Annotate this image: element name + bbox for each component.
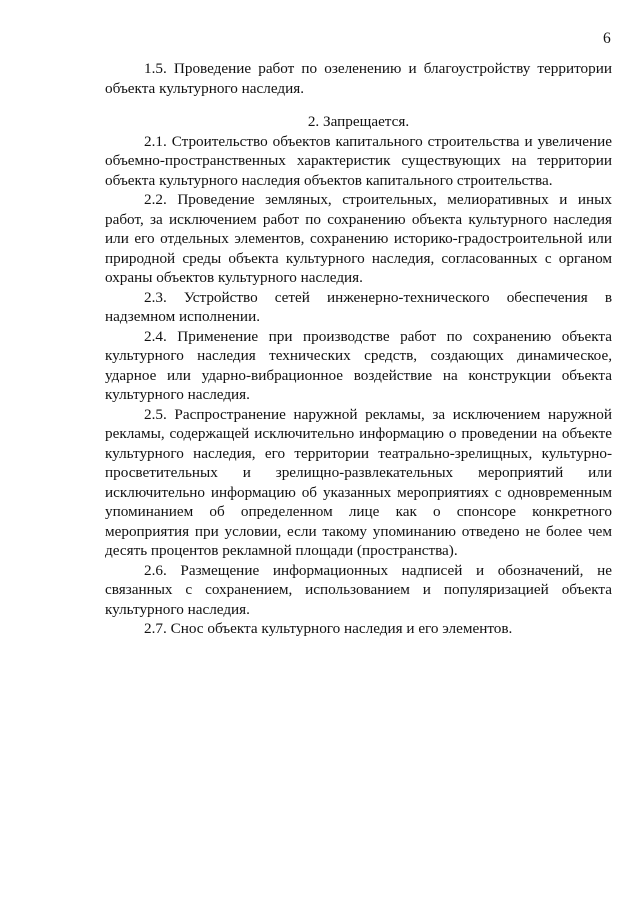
clause-2-7: 2.7. Снос объекта культурного наследия и его элементов.	[144, 620, 513, 637]
page-number: 6	[603, 30, 611, 47]
document-body	[105, 59, 612, 639]
section-heading-2: 2. Запрещается.	[307, 113, 410, 130]
clause-2-1: 2.1. Строительство объектов капитального строительства и увеличение объемно-пространственных характеристик существующих на территории объекта культурного наследия объектов капитального строительства.	[105, 132, 612, 189]
clause-1-5: 1.5. Проведение работ по озеленению и благоустройству территории объекта культурного наследия.	[105, 60, 612, 97]
clause-2-2: 2.2. Проведение земляных, строительных, мелиоративных и иных работ, за исключением работ по сохранению объекта культурного наследия или его отдельных элементов, сохранению историко-градостроительной или природной среды объекта культурного наследия, согласованных с органом охраны объектов культурного наследия.	[105, 191, 612, 286]
clause-2-4: 2.4. Применение при производстве работ по сохранению объекта культурного наследия технических средств, создающих динамическое, ударное или ударно-вибрационное воздействие на конструкции объекта культурного наследия.	[105, 327, 612, 403]
clause-2-6: 2.6. Размещение информационных надписей и обозначений, не связанных с сохранением, использованием и популяризацией объекта культурного наследия.	[105, 561, 612, 618]
clause-2-5: 2.5. Распространение наружной рекламы, за исключением наружной рекламы, содержащей исключительно информацию о проведении на объекте культурного наследия, его территории театрально-зрелищных, культурно-просветительных и зрелищно-развлекательных мероприятий или исключительно информацию об указанных мероприятиях с одновременным упоминанием об определенном лице как о спонсоре конкретного мероприятия при условии, если такому упоминанию отведено не более чем десять процентов рекламной площади (пространства).	[105, 405, 612, 559]
clause-2-3: 2.3. Устройство сетей инженерно-технического обеспечения в надземном исполнении.	[105, 288, 612, 325]
